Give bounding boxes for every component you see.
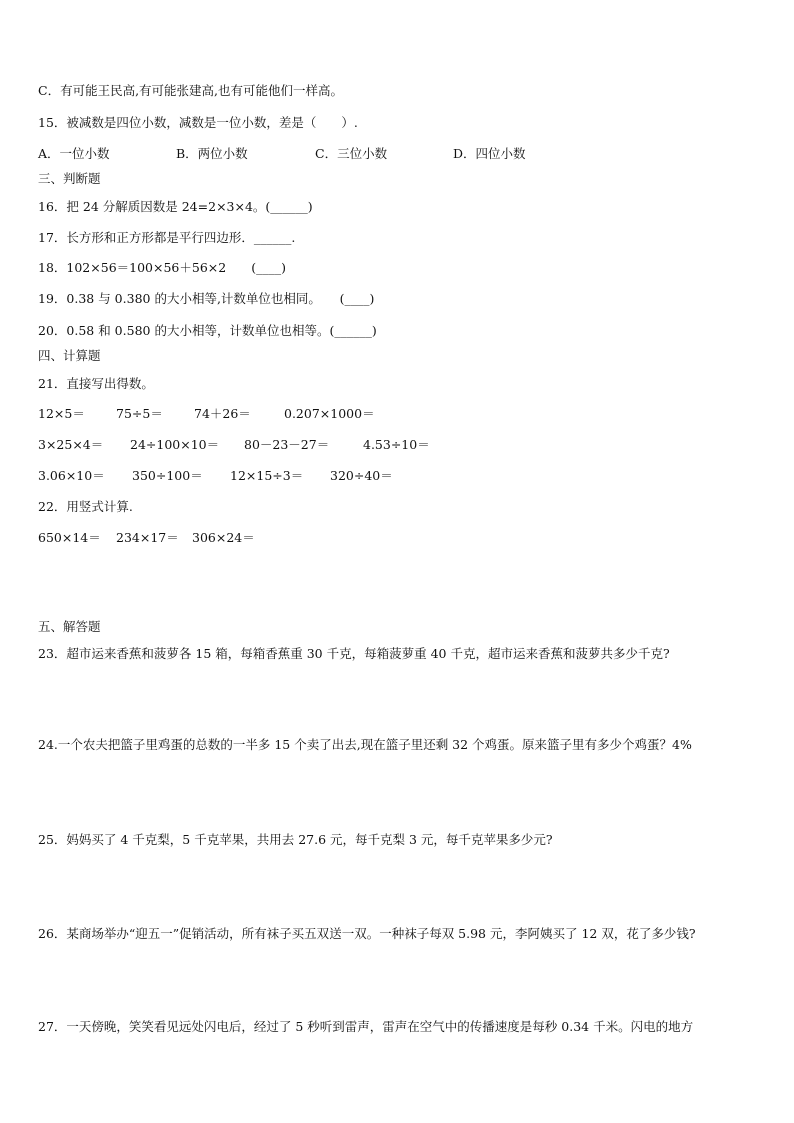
q16: 16．把 24 分解质因数是 24=2×3×4。(______) bbox=[38, 199, 313, 214]
q26: 26．某商场举办“迎五一”促销活动，所有袜子买五双送一双。一种袜子每双 5.98 元，李阿姨买了 12 双，花了多少钱? bbox=[38, 926, 696, 941]
q21-item: 4.53÷10＝ bbox=[363, 437, 430, 452]
q15-option-a: A．一位小数 bbox=[38, 146, 110, 161]
q25: 25．妈妈买了 4 千克梨，5 千克苹果，共用去 27.6 元，每千克梨 3 元，每千克苹果多少元? bbox=[38, 832, 553, 847]
q14-option-c: C．有可能王民高,有可能张建高,也有可能他们一样高。 bbox=[38, 83, 344, 98]
q23: 23．超市运来香蕉和菠萝各 15 箱，每箱香蕉重 30 千克，每箱菠萝重 40 千克，超市运来香蕉和菠萝共多少千克? bbox=[38, 646, 670, 661]
q21-item: 75÷5＝ bbox=[116, 406, 163, 421]
q21-item: 12×5＝ bbox=[38, 406, 85, 421]
q22-item: 306×24＝ bbox=[192, 530, 255, 545]
q15-option-b: B．两位小数 bbox=[176, 146, 248, 161]
q27: 27．一天傍晚，笑笑看见远处闪电后，经过了 5 秒听到雷声，雷声在空气中的传播速度是每秒 0.34 千米。闪电的地方 bbox=[38, 1019, 694, 1034]
q24: 24.一个农夫把篮子里鸡蛋的总数的一半多 15 个卖了出去,现在篮子里还剩 32 个鸡蛋。原来篮子里有多少个鸡蛋？4% bbox=[38, 737, 692, 752]
q21-item: 24÷100×10＝ bbox=[130, 437, 220, 452]
q21-item: 3.06×10＝ bbox=[38, 468, 105, 483]
q21-item: 74＋26＝ bbox=[194, 406, 251, 421]
section-title-word-problems: 五、解答题 bbox=[38, 619, 101, 634]
q19: 19．0.38 与 0.380 的大小相等,计数单位也相同。 (____) bbox=[38, 291, 375, 306]
q20: 20．0.58 和 0.580 的大小相等，计数单位也相等。(______) bbox=[38, 323, 377, 338]
q21-item: 320÷40＝ bbox=[330, 468, 393, 483]
q22-item: 650×14＝ bbox=[38, 530, 101, 545]
q21-item: 80－23－27＝ bbox=[244, 437, 330, 452]
q22-stem: 22．用竖式计算. bbox=[38, 499, 133, 514]
q15-option-d: D．四位小数 bbox=[453, 146, 526, 161]
q15-option-c: C．三位小数 bbox=[315, 146, 388, 161]
q21-item: 350÷100＝ bbox=[132, 468, 203, 483]
section-title-calculation: 四、计算题 bbox=[38, 348, 101, 363]
q17: 17．长方形和正方形都是平行四边形．______. bbox=[38, 230, 296, 245]
q21-item: 0.207×1000＝ bbox=[284, 406, 375, 421]
q21-stem: 21．直接写出得数。 bbox=[38, 376, 154, 391]
q15-stem: 15．被减数是四位小数，减数是一位小数，差是（ ）. bbox=[38, 115, 358, 130]
q18: 18．102×56＝100×56＋56×2 (____) bbox=[38, 260, 286, 275]
q22-item: 234×17＝ bbox=[116, 530, 179, 545]
section-title-judgment: 三、判断题 bbox=[38, 171, 101, 186]
q21-item: 3×25×4＝ bbox=[38, 437, 104, 452]
q21-item: 12×15÷3＝ bbox=[230, 468, 304, 483]
